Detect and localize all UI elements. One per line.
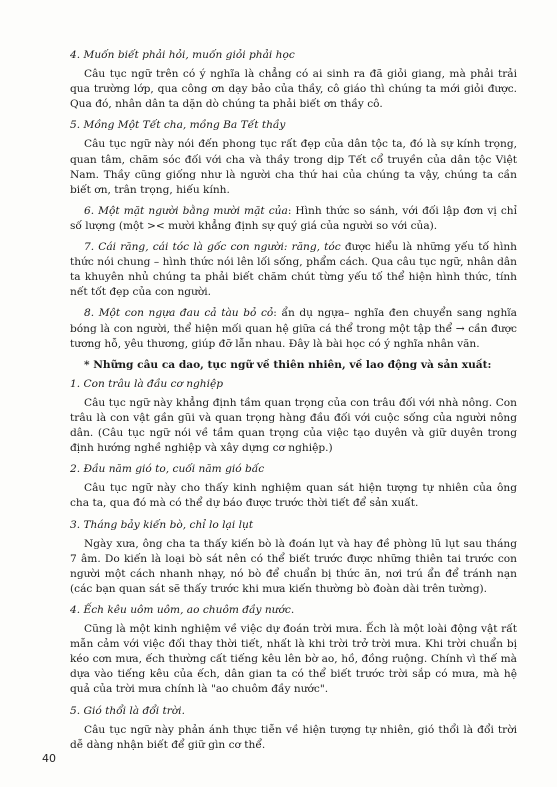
paragraph: Cũng là một kinh nghiệm về việc dự đoán trời mưa. Ếch là một loài động vật rất mẫn cảm với việc đối thay thời tiết, nhất là khi trời trở trời mưa. Khi trời chuẩn bị kéo cơn mưa, ếch thường cất tiếng kêu lên bờ ao, hồ, đồng ruộng. Chính vì thế mà dựa vào tiếng kêu của ếch, dân gian ta có thể biết trước trời sắp có mưa, mà hệ quả của trời mưa chính là "ao chuôm đầy nước". [70, 623, 517, 696]
proverb-heading: 4. Ếch kêu uôm uôm, ao chuôm đầy nước. [70, 604, 295, 616]
proverb-heading: 1. Con trâu là đầu cơ nghiệp [70, 377, 224, 390]
paragraph-text: : ẩn dụ ngựa– nghĩa đen chuyển sang nghĩa bóng là con người, thể hiện mối quan hệ giữa cá thể trong một tập thể → cần được tương hỗ, yêu thương, giúp đỡ lẫn nhau. Đây là bài học có ý nghĩa nhân văn. [70, 307, 517, 350]
proverb-heading: 3. Tháng bảy kiến bò, chỉ lo lại lụt [70, 518, 254, 531]
paragraph-text: được hiểu là những yếu tố hình thức nói chung – hình thức nói lên lối sống, phẩm cách. Qua câu tục ngữ, nhân dân ta khuyên nhủ chúng ta phải biết chăm chút từng yếu tố thể hiện hình thức, tính nết tốt đẹp của con người. [70, 241, 517, 299]
proverb-heading: 5. Gió thổi là đổi trời. [70, 704, 185, 717]
paragraph: Câu tục ngữ này nói đến phong tục rất đẹp của dân tộc ta, đó là sự kính trọng, quan tâm, chăm sóc đối với cha và thầy trong dịp Tết cổ truyền của dân tộc Việt Nam. Thầy cũng giống như là người cha thứ hai của chúng ta vậy, chúng ta cần biết ơn, trân trọng, hiếu kính. [70, 138, 517, 196]
section-title: * Những câu ca dao, tục ngữ về thiên nhiên, về lao động và sản xuất: [84, 358, 492, 371]
paragraph [70, 240, 517, 300]
paragraph: Câu tục ngữ trên có ý nghĩa là chẳng có ai sinh ra đã giỏi giang, mà phải trải qua trường lớp, qua công ơn dạy bảo của thầy, cô giáo thì chúng ta mới giỏi được. Qua đó, nhân dân ta dặn dò chúng ta phải biết ơn thầy cô. [70, 68, 517, 111]
proverb-heading: 2. Đầu năm gió to, cuối năm gió bấc [70, 463, 265, 476]
page-content [70, 48, 517, 753]
proverb-inline: 7. Cái răng, cái tóc là gốc con người: răng, tóc [84, 241, 341, 254]
proverb-heading: 4. Muốn biết phải hỏi, muốn giỏi phải học [70, 49, 295, 61]
paragraph [70, 204, 517, 234]
proverb-heading: 5. Mồng Một Tết cha, mồng Ba Tết thầy [70, 119, 286, 132]
page-number: 40 [42, 752, 56, 765]
paragraph [70, 306, 517, 351]
paragraph: Câu tục ngữ này cho thấy kinh nghiệm quan sát hiện tượng tự nhiên của ông cha ta, qua đó mà có thể dự báo được trước thời tiết để sản xuất. [70, 482, 517, 510]
proverb-inline: 6. Một mặt người bằng mười mặt của [84, 204, 288, 217]
paragraph: Ngày xưa, ông cha ta thấy kiến bò là đoán lụt và hay đề phòng lũ lụt sau tháng 7 âm. Do kiến là loại bò sát nên có thể biết trước được những thiên tai trước con người một cách nhanh nhạy, nó bò để chuẩn bị thức ăn, nơi trú ẩn để tránh nạn (các bạn quan sát sẽ thấy trước khi mưa kiến thường bò đoàn dài trên tường). [70, 537, 517, 595]
paragraph: Câu tục ngữ này khẳng định tầm quan trọng của con trâu đối với nhà nông. Con trâu là con vật gần gũi và quan trọng hàng đầu đối với cuộc sống của người nông dân. (Câu tục ngữ nói về tầm quan trọng của việc tạo duyên và giữ duyên trong định hướng nghề nghiệp và xây dựng cơ nghiệp.) [70, 396, 517, 455]
paragraph-text: : Hình thức so sánh, với đối lập đơn vị chỉ số lượng (một >< mười khẳng định sự quý giá của người so với của). [70, 204, 517, 232]
proverb-inline: 8. Một con ngựa đau cả tàu bỏ cỏ [84, 307, 274, 320]
paragraph: Câu tục ngữ này phản ánh thực tiễn về hiện tượng tự nhiên, gió thổi là đổi trời dễ dàng nhận biết để giữ gìn cơ thể. [70, 723, 517, 751]
